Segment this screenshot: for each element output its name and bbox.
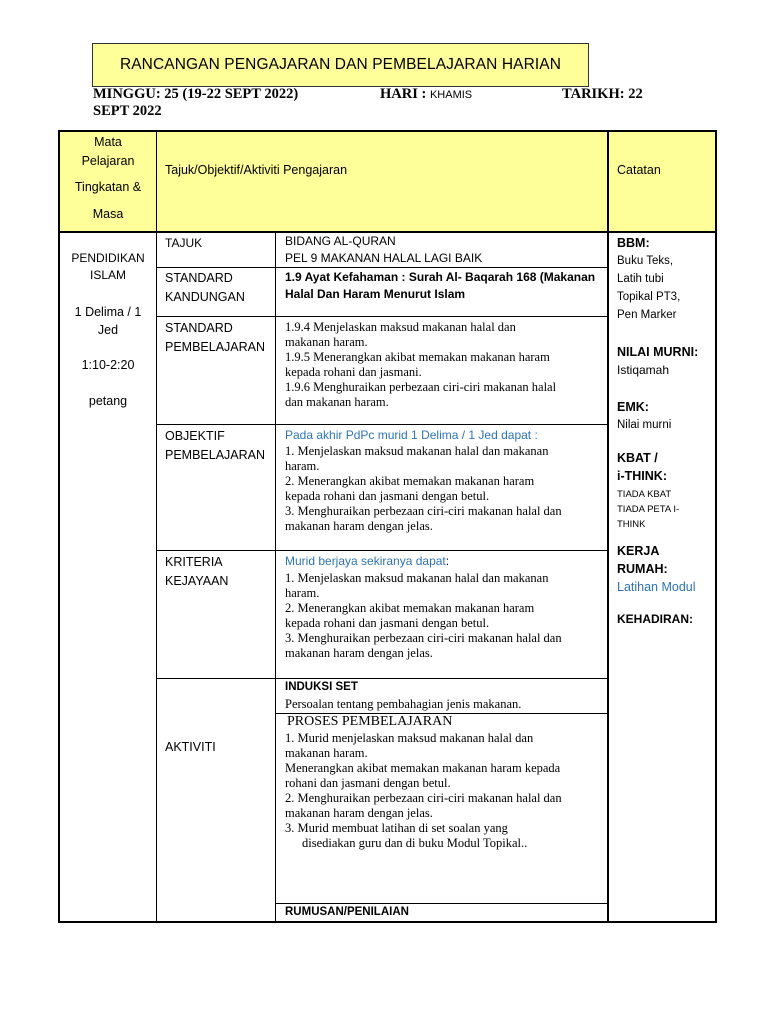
row-divider-5 [156, 678, 607, 679]
kerja-rumah-label: KERJA RUMAH: [617, 544, 668, 576]
standard-kandungan-content: 1.9 Ayat Kefahaman : Surah Al- Baqarah 168 (Makanan Halal Dan Haram Menurut Islam [285, 270, 596, 301]
catatan-header-bg [609, 132, 715, 232]
tarikh-line2: SEPT 2022 [93, 103, 162, 119]
induksi-title: INDUKSI SET [285, 681, 358, 693]
header-col3: Catatan [617, 163, 661, 177]
table-left-border [58, 130, 60, 923]
kerja-rumah-value: Latihan Modul [617, 580, 696, 594]
standard-kandungan-label: STANDARD KANDUNGAN [165, 271, 245, 304]
tajuk-content: BIDANG AL-QURAN PEL 9 MAKANAN HALAL LAGI BAIK [285, 234, 483, 265]
bbm-label: BBM: [617, 236, 650, 250]
kbat-label: KBAT / i-THINK: [617, 451, 667, 483]
emk-label: EMK: [617, 400, 649, 414]
hari-field [380, 86, 472, 103]
col-divider-catatan [607, 130, 609, 922]
row-divider-3 [156, 424, 607, 425]
subject-name: PENDIDIKAN ISLAM [71, 251, 145, 282]
kbat-list: TIADA KBAT TIADA PETA I- THINK [617, 489, 680, 530]
objektif-content: 1. Menjelaskan maksud makanan halal dan makanan haram. 2. Menerangkan akibat memakan makanan haram kepada rohani dan jasmani dengan betul. 3. Menghuraikan perbezaan ciri-ciri makanan halal dan makanan haram dengan jelas. [285, 444, 562, 533]
row-divider-1 [156, 267, 607, 268]
proses-title: PROSES PEMBELAJARAN [287, 714, 453, 729]
tarikh-line1: TARIKH: 22 [562, 86, 643, 102]
standard-pembelajaran-label: STANDARD PEMBELAJARAN [165, 321, 266, 354]
bbm-list: Buku Teks, Latih tubi Topikal PT3, Pen Marker [617, 255, 681, 321]
proses-content: 1. Murid menjelaskan maksud makanan halal dan makanan haram. Menerangkan akibat memakan makanan haram kepada rohani dan jasmani dengan betul. 2. Menghuraikan perbezaan ciri-ciri makanan halal dan makanan haram dengan jelas. 3. Murid membuat latihan di set soalan yang disediakan guru dan di buku Modul Topikal.. [285, 731, 562, 850]
emk-value: Nilai murni [617, 419, 672, 431]
aktiviti-label: AKTIVITI [165, 740, 216, 754]
page-title [92, 43, 589, 87]
minggu-text: MINGGU: 25 (19-22 SEPT 2022) [93, 86, 299, 102]
header-col1: Mata Pelajaran Tingkatan & Masa [74, 135, 142, 221]
tajuk-label: TAJUK [165, 236, 203, 250]
kehadiran-label: KEHADIRAN: [617, 612, 693, 626]
kriteria-label: KRITERIA KEJAYAAN [165, 555, 229, 588]
page-title-text: RANCANGAN PENGAJARAN DAN PEMBELAJARAN HARIAN [119, 56, 562, 73]
class-name: 1 Delima / 1 Jed [74, 305, 142, 337]
class-period: petang [88, 394, 128, 408]
induksi-text: Persoalan tentang pembahagian jenis makanan. [285, 697, 522, 711]
kriteria-intro: Murid berjaya sekiranya dapat: [285, 554, 450, 568]
kriteria-content: 1. Menjelaskan maksud makanan halal dan makanan haram. 2. Menerangkan akibat memakan makanan haram kepada rohani dan jasmani dengan betul. 3. Menghuraikan perbezaan ciri-ciri makanan halal dan makanan haram dengan jelas. [285, 571, 562, 660]
row-divider-7 [275, 903, 607, 904]
hari-label: HARI : [380, 86, 427, 102]
nilai-murni-label: NILAI MURNI: [617, 345, 699, 359]
header-col2: Tajuk/Objektif/Aktiviti Pengajaran [165, 163, 348, 177]
nilai-murni-value: Istiqamah [617, 363, 670, 377]
hari-value: KHAMIS [429, 89, 473, 101]
standard-pembelajaran-content: 1.9.4 Menjelaskan maksud makanan halal dan makanan haram. 1.9.5 Menerangkan akibat memakan makanan haram kepada rohani dan jasmani. 1.9.6 Menghuraikan perbezaan ciri-ciri makanan halal dan makanan haram. [285, 320, 557, 409]
catatan-content [617, 235, 715, 628]
row-divider-4 [156, 550, 607, 551]
col-divider-1 [156, 130, 157, 922]
objektif-intro: Pada akhir PdPc murid 1 Delima / 1 Jed dapat : [285, 428, 538, 442]
class-time: 1:10-2:20 [81, 358, 135, 372]
row-divider-2 [156, 316, 607, 317]
rumusan-title: RUMUSAN/PENILAIAN [285, 906, 409, 918]
table-right-border [715, 130, 717, 923]
col-divider-2 [275, 232, 276, 922]
objektif-label: OBJEKTIF PEMBELAJARAN [165, 429, 266, 462]
